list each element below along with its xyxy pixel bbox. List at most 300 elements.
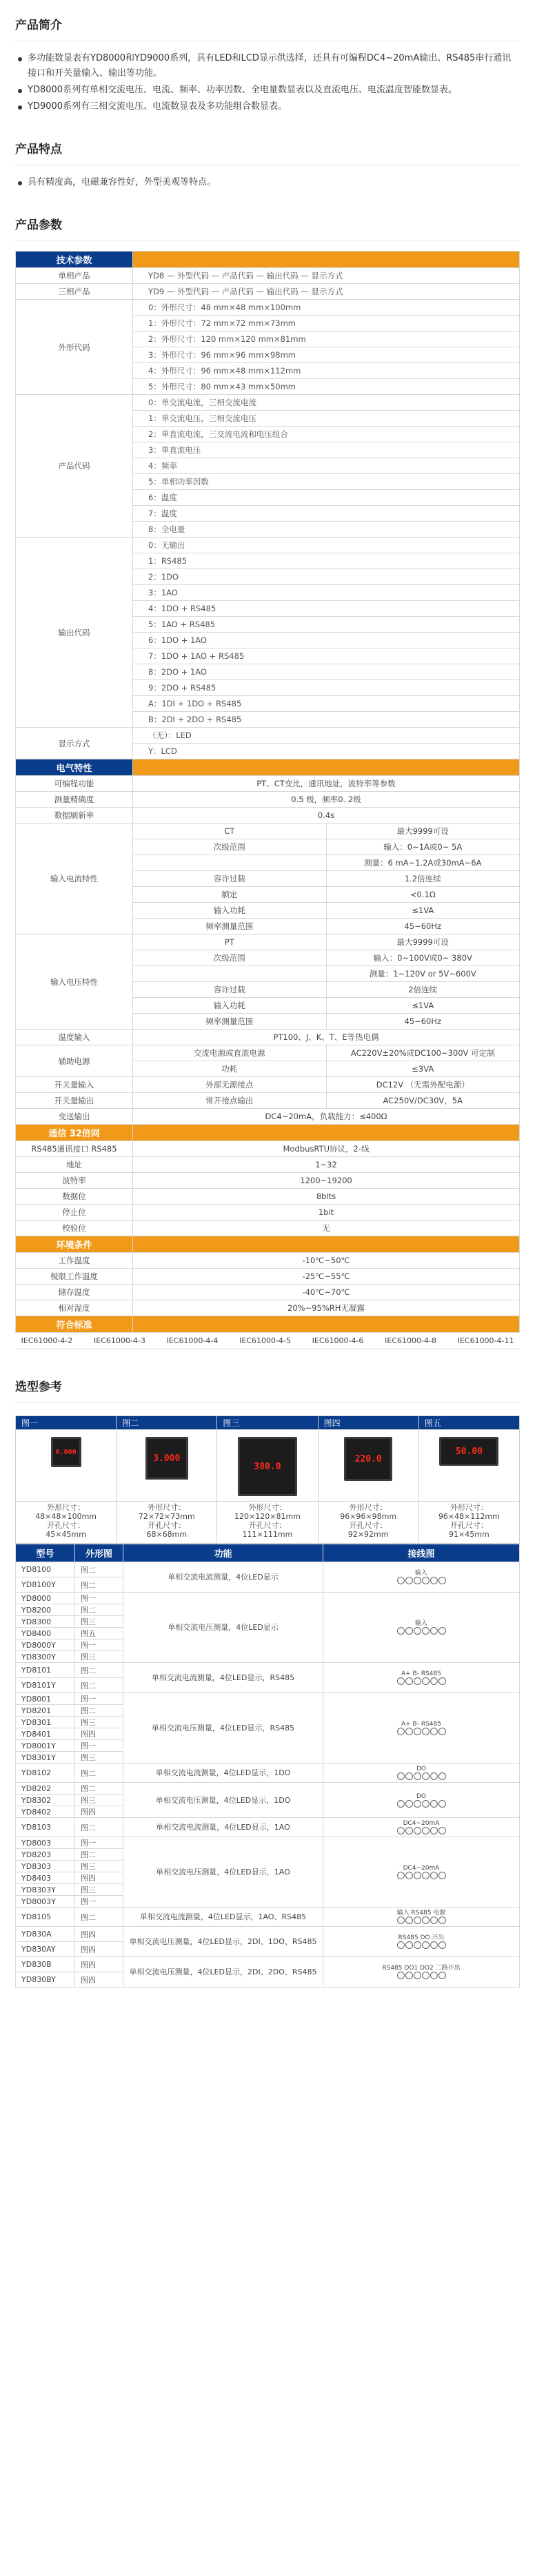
wiring-diagram [326, 1932, 516, 1951]
terminal-icon [397, 1800, 405, 1808]
meter-readout: 220.0 [354, 1453, 382, 1464]
meter-image [145, 1437, 188, 1480]
spec-row [16, 1269, 520, 1285]
function-cell: 单相交流电压测量，4位LED显示，2DI、2DO、RS485 [123, 1957, 323, 1987]
spec-label: 输入电流特性 [16, 824, 133, 934]
model-cell: YD8001 [16, 1693, 75, 1705]
terminal-icon [438, 1872, 446, 1879]
spec-row [16, 1189, 520, 1205]
selection-row [16, 1663, 520, 1678]
function-cell: 单相交流电压测量，4位LED显示 [123, 1593, 323, 1663]
comm-group [16, 1141, 520, 1236]
spec-label: 输出代码 [16, 538, 133, 728]
spec-row [16, 1220, 520, 1236]
spec-sub: 频率测量范围 [133, 1014, 327, 1030]
caption-line: 111×111mm [242, 1530, 293, 1539]
display-mode-group [16, 728, 520, 759]
spec-label: 开关量输入 [16, 1077, 133, 1093]
spec-label: 开关量输出 [16, 1093, 133, 1109]
spec-row [16, 1109, 520, 1125]
spec-value: 测量：6 mA~1.2A或30mA~6A [326, 855, 520, 871]
intro-section [15, 0, 520, 114]
model-cell: YD8300Y [16, 1651, 75, 1663]
terminal-icon [438, 1916, 446, 1924]
caption-line: 68×68mm [146, 1530, 188, 1539]
terminal-icon [397, 1677, 405, 1685]
figure-image [16, 1430, 117, 1502]
selection-row [16, 1837, 520, 1849]
wiring-cell [323, 1908, 520, 1927]
terminal-icon [414, 1827, 421, 1834]
terminal-icon [422, 1916, 430, 1924]
spec-label: 辅助电源 [16, 1045, 133, 1077]
wiring-cell [323, 1837, 520, 1908]
spec-option: B：2DI + 2DO + RS485 [133, 712, 520, 728]
wiring-label: DO [416, 1766, 426, 1772]
spec-value: 45~60Hz [326, 919, 520, 934]
wiring-label: 输入 RS485 电源 [396, 1910, 446, 1916]
spec-value: 1bit [133, 1205, 520, 1220]
spec-option: 4：频率 [133, 458, 520, 474]
terminal-icon [405, 1972, 413, 1979]
spec-value: PT100、J、K、T、E等热电偶 [133, 1030, 520, 1045]
spec-value: 0.4s [133, 808, 520, 824]
spec-value: 8bits [133, 1189, 520, 1205]
figure-cell: 图二 [75, 1764, 123, 1783]
wiring-diagram [326, 1963, 516, 1981]
figure-label: 图五 [418, 1416, 519, 1430]
caption-line: 开孔尺寸： [47, 1521, 85, 1530]
model-cell: YD830A [16, 1927, 75, 1942]
terminal-strip [397, 1827, 446, 1834]
env-header: 环境条件 [16, 1236, 133, 1253]
meter-image [344, 1437, 392, 1481]
terminal-icon [414, 1772, 421, 1780]
selection-row [16, 1908, 520, 1927]
tech-header-row [16, 252, 520, 268]
figure-cell: 图三 [75, 1616, 123, 1628]
spec-value: -10℃~50℃ [133, 1253, 520, 1269]
meter-readout: 3.000 [153, 1453, 181, 1464]
figure-cell: 图三 [75, 1651, 123, 1663]
caption-line: 120×120×81mm [234, 1512, 301, 1521]
terminal-icon [422, 1627, 430, 1635]
spec-label: 显示方式 [16, 728, 133, 759]
terminal-icon [405, 1577, 413, 1584]
model-cell: YD8102 [16, 1764, 75, 1783]
terminal-icon [422, 1800, 430, 1808]
selection-title: 选型参考 [15, 1362, 520, 1403]
spec-option: Y：LCD [133, 744, 520, 759]
spec-label: 产品代码 [16, 395, 133, 538]
terminal-icon [438, 1627, 446, 1635]
env-header-fill [133, 1236, 520, 1253]
comm-header-fill [133, 1125, 520, 1141]
figure-caption [16, 1502, 117, 1544]
spec-option: A：1DI + 1DO + RS485 [133, 696, 520, 712]
figure-image [418, 1430, 519, 1502]
figure-cell: 图二 [75, 1663, 123, 1678]
wiring-diagram [326, 1764, 516, 1782]
figure-cell: 图四 [75, 1942, 123, 1957]
selection-header: 接线图 [323, 1544, 520, 1562]
selection-row [16, 1818, 520, 1837]
wiring-label: DC4~20mA [403, 1820, 440, 1827]
spec-value: 最大9999可设 [326, 934, 520, 950]
figure-caption [318, 1502, 418, 1544]
spec-label: 校验位 [16, 1220, 133, 1236]
env-header-row [16, 1236, 520, 1253]
selection-header: 型号 [16, 1544, 75, 1562]
spec-option: 4：外形尺寸：96 mm×48 mm×112mm [133, 363, 520, 379]
function-cell: 单相交流电压测量，4位LED显示，RS485 [123, 1693, 323, 1764]
elec-basic-group [16, 776, 520, 824]
spec-sub: 交流电源或直流电源 [133, 1045, 327, 1061]
figure-cell: 图二 [75, 1705, 123, 1717]
spec-label: 数据位 [16, 1189, 133, 1205]
terminal-icon [397, 1972, 405, 1979]
figure-label: 图一 [16, 1416, 117, 1430]
spec-value: 1.2倍连续 [326, 871, 520, 887]
shape-code-group [16, 300, 520, 395]
wiring-label: RS485 DO1 DO2 二路开出 [382, 1965, 461, 1972]
spec-value: 45~60Hz [326, 1014, 520, 1030]
spec-row [16, 268, 520, 284]
meter-image [439, 1437, 498, 1466]
terminal-icon [397, 1772, 405, 1780]
terminal-icon [397, 1728, 405, 1735]
terminal-icon [405, 1800, 413, 1808]
model-cell: YD8001Y [16, 1740, 75, 1752]
spec-option: 5：外形尺寸：80 mm×43 mm×50mm [133, 379, 520, 395]
spec-option: 9：2DO + RS485 [133, 680, 520, 696]
spec-option: 7：1DO + 1AO + RS485 [133, 648, 520, 664]
env-group [16, 1253, 520, 1316]
standard-item: IEC61000-4-5 [239, 1336, 291, 1345]
terminal-strip [397, 1972, 446, 1979]
terminal-icon [405, 1772, 413, 1780]
terminal-strip [397, 1627, 446, 1635]
terminal-strip [397, 1728, 446, 1735]
spec-row [16, 1253, 520, 1269]
spec-sub: 外部无源接点 [133, 1077, 327, 1093]
figure-cell: 图四 [75, 1872, 123, 1884]
figure-caption [117, 1502, 217, 1544]
terminal-icon [414, 1800, 421, 1808]
model-cell: YD8100Y [16, 1577, 75, 1593]
caption-line: 96×96×98mm [340, 1512, 397, 1521]
figure-cell: 图二 [75, 1908, 123, 1927]
terminal-icon [414, 1872, 421, 1879]
spec-option: （无）：LED [133, 728, 520, 744]
function-cell: 单相交流电流测量，4位LED显示 [123, 1562, 323, 1593]
terminal-icon [430, 1941, 438, 1949]
spec-value: -40℃~70℃ [133, 1285, 520, 1300]
terminal-icon [430, 1577, 438, 1584]
figure-label: 图四 [318, 1416, 418, 1430]
model-cell: YD8202 [16, 1783, 75, 1795]
spec-value: ≤1VA [326, 903, 520, 919]
terminal-icon [405, 1728, 413, 1735]
figure-image-row [16, 1430, 520, 1502]
features-title: 产品特点 [15, 124, 520, 165]
figure-label: 图三 [217, 1416, 318, 1430]
figure-cell: 图二 [75, 1678, 123, 1693]
figure-cell: 图二 [75, 1783, 123, 1795]
wiring-cell [323, 1562, 520, 1593]
std-header: 符合标准 [16, 1316, 133, 1333]
figure-cell: 图三 [75, 1717, 123, 1728]
wiring-label: RS485 DO 开出 [398, 1934, 445, 1941]
terminal-icon [430, 1827, 438, 1834]
spec-value: YD9 — 外型代码 — 产品代码 — 输出代码 — 显示方式 [133, 284, 520, 300]
spec-label: 可编程功能 [16, 776, 133, 792]
spec-row [16, 1205, 520, 1220]
intro-item: YD8000系列有单相交流电压、电流、频率、功率因数、全电量数显表以及直流电压、电流温度智能数显表。 [15, 83, 520, 98]
model-cell: YD8400 [16, 1628, 75, 1639]
figure-cell: 图二 [75, 1818, 123, 1837]
model-cell: YD8300 [16, 1616, 75, 1628]
spec-label: 单相产品 [16, 268, 133, 284]
meter-readout: 0.000 [55, 1448, 77, 1456]
figure-cell: 图四 [75, 1728, 123, 1740]
model-cell: YD830BY [16, 1972, 75, 1987]
figure-cell: 图四 [75, 1972, 123, 1987]
terminal-strip [397, 1677, 446, 1685]
terminal-icon [430, 1728, 438, 1735]
selection-section [15, 1362, 520, 1987]
terminal-icon [430, 1916, 438, 1924]
function-cell: 单相交流电压测量，4位LED显示，2DI、1DO、RS485 [123, 1927, 323, 1957]
params-title: 产品参数 [15, 200, 520, 241]
model-cell: YD8105 [16, 1908, 75, 1927]
selection-table [15, 1544, 520, 1987]
spec-value: PT、CT变比，通讯地址，波特率等参数 [133, 776, 520, 792]
spec-sub: 容许过载 [133, 982, 327, 998]
spec-label: 数据刷新率 [16, 808, 133, 824]
model-cell: YD8203 [16, 1849, 75, 1861]
terminal-icon [414, 1941, 421, 1949]
meter-image [238, 1437, 297, 1496]
figure-caption-row [16, 1502, 520, 1544]
model-cell: YD8401 [16, 1728, 75, 1740]
selection-row [16, 1957, 520, 1972]
figure-cell: 图二 [75, 1604, 123, 1616]
terminal-icon [414, 1916, 421, 1924]
model-cell: YD8101Y [16, 1678, 75, 1693]
spec-option: 3：单直流电压 [133, 442, 520, 458]
figure-cell: 图二 [75, 1577, 123, 1593]
comm-header-row [16, 1125, 520, 1141]
selection-row [16, 1927, 520, 1942]
spec-sub [133, 855, 327, 871]
spec-sub: 输入功耗 [133, 998, 327, 1014]
spec-row [16, 1045, 520, 1061]
figure-cell: 图三 [75, 1752, 123, 1764]
spec-table [15, 251, 520, 1349]
model-cell: YD8301Y [16, 1752, 75, 1764]
meter-image [51, 1437, 81, 1467]
terminal-icon [438, 1772, 446, 1780]
spec-row [16, 1173, 520, 1189]
caption-line: 96×48×112mm [438, 1512, 500, 1521]
terminal-icon [430, 1772, 438, 1780]
terminal-icon [405, 1872, 413, 1879]
spec-option: 0：单交流电流，三相交流电流 [133, 395, 520, 411]
figure-cell: 图五 [75, 1628, 123, 1639]
caption-line: 开孔尺寸： [248, 1521, 287, 1530]
spec-option: 8：2DO + 1AO [133, 664, 520, 680]
caption-line: 45×45mm [46, 1530, 86, 1539]
wiring-diagram [326, 1719, 516, 1737]
spec-option: 3：外形尺寸：96 mm×96 mm×98mm [133, 347, 520, 363]
selection-body [16, 1562, 520, 1987]
selection-row [16, 1764, 520, 1783]
terminal-icon [438, 1827, 446, 1834]
model-cell: YD8103 [16, 1818, 75, 1837]
spec-sub: 容许过载 [133, 871, 327, 887]
spec-value: AC250V/DC30V，5A [326, 1093, 520, 1109]
spec-value: YD8 — 外型代码 — 产品代码 — 输出代码 — 显示方式 [133, 268, 520, 284]
terminal-icon [405, 1627, 413, 1635]
spec-sub: 输入功耗 [133, 903, 327, 919]
spec-value: 2倍连续 [326, 982, 520, 998]
intro-item: YD9000系列有三相交流电压、电流数显表及多功能组合数显表。 [15, 99, 520, 114]
tech-header: 技术参数 [16, 252, 133, 268]
caption-line: 外形尺寸： [47, 1503, 85, 1512]
terminal-icon [405, 1916, 413, 1924]
standard-item: IEC61000-4-4 [166, 1336, 219, 1345]
figure-image [318, 1430, 418, 1502]
aux-power-group [16, 1045, 520, 1077]
spec-label: 温度输入 [16, 1030, 133, 1045]
spec-label: 测量精确度 [16, 792, 133, 808]
terminal-icon [405, 1677, 413, 1685]
selection-header: 功能 [123, 1544, 323, 1562]
figure-caption [418, 1502, 519, 1544]
spec-value: 无 [133, 1220, 520, 1236]
spec-row [16, 776, 520, 792]
terminal-icon [397, 1627, 405, 1635]
wiring-label: 输入 [414, 1570, 427, 1577]
terminal-icon [430, 1872, 438, 1879]
figure-cell: 图一 [75, 1837, 123, 1849]
spec-label: 相对湿度 [16, 1300, 133, 1316]
figure-cell: 图一 [75, 1693, 123, 1705]
spec-row [16, 1030, 520, 1045]
model-cell: YD8101 [16, 1663, 75, 1678]
terminal-icon [422, 1772, 430, 1780]
spec-row [16, 792, 520, 808]
spec-value: -25℃~55℃ [133, 1269, 520, 1285]
model-cell: YD8303Y [16, 1884, 75, 1896]
tech-header-fill [133, 252, 520, 268]
function-cell: 单相交流电压测量，4位LED显示，1AO [123, 1837, 323, 1908]
terminal-icon [422, 1728, 430, 1735]
figure-cell: 图四 [75, 1927, 123, 1942]
spec-row [16, 395, 520, 411]
spec-value: AC220V±20%或DC100~300V 可定制 [326, 1045, 520, 1061]
wiring-label: A+ B- RS485 [401, 1721, 441, 1728]
model-cell: YD8003Y [16, 1896, 75, 1908]
wiring-label: DC4~20mA [403, 1865, 440, 1872]
model-cell: YD8003 [16, 1837, 75, 1849]
spec-option: 2：外形尺寸：120 mm×120 mm×81mm [133, 331, 520, 347]
standards-row [16, 1333, 520, 1349]
wiring-diagram [326, 1568, 516, 1586]
spec-row [16, 1093, 520, 1109]
figure-cell: 图一 [75, 1639, 123, 1651]
spec-value: ≤1VA [326, 998, 520, 1014]
spec-row [16, 934, 520, 950]
spec-sub: 功耗 [133, 1061, 327, 1077]
caption-line: 92×92mm [347, 1530, 389, 1539]
wiring-diagram [326, 1618, 516, 1637]
function-cell: 单相交流电流测量，4位LED显示，1AO、RS485 [123, 1908, 323, 1927]
spec-option: 6：温度 [133, 490, 520, 506]
wiring-cell [323, 1927, 520, 1957]
features-section [15, 124, 520, 190]
spec-value: <0.1Ω [326, 887, 520, 903]
std-header-row [16, 1316, 520, 1333]
spec-label: 输入电压特性 [16, 934, 133, 1030]
terminal-icon [414, 1627, 421, 1635]
terminal-strip [397, 1916, 446, 1924]
model-cell: YD8000 [16, 1593, 75, 1604]
standard-item: IEC61000-4-8 [385, 1336, 436, 1345]
figure-cell: 图一 [75, 1740, 123, 1752]
model-cell: YD8000Y [16, 1639, 75, 1651]
selection-row [16, 1562, 520, 1577]
voltage-group [16, 934, 520, 1030]
spec-value: 0.5 级，频率0. 2级 [133, 792, 520, 808]
function-cell: 单相交流电流测量，4位LED显示，1AO [123, 1818, 323, 1837]
model-cell: YD8402 [16, 1806, 75, 1818]
spec-sub: 额定 [133, 887, 327, 903]
caption-line: 外形尺寸： [248, 1503, 287, 1512]
terminal-strip [397, 1772, 446, 1780]
intro-list [15, 51, 520, 114]
spec-option: 8：全电量 [133, 522, 520, 538]
wiring-cell [323, 1693, 520, 1764]
spec-option: 1：外形尺寸：72 mm×72 mm×73mm [133, 316, 520, 331]
terminal-icon [430, 1972, 438, 1979]
current-group [16, 824, 520, 934]
terminal-strip [397, 1941, 446, 1949]
figure-cell: 图一 [75, 1593, 123, 1604]
spec-row [16, 1300, 520, 1316]
spec-row [16, 1141, 520, 1157]
wiring-diagram [326, 1908, 516, 1926]
caption-line: 72×72×73mm [138, 1512, 195, 1521]
spec-option: 2：单直流电流，三交流电流和电压组合 [133, 427, 520, 442]
model-cell: YD8303 [16, 1861, 75, 1872]
terminal-icon [438, 1677, 446, 1685]
terminal-icon [430, 1677, 438, 1685]
figure-image [117, 1430, 217, 1502]
spec-row [16, 824, 520, 839]
selection-row [16, 1693, 520, 1705]
spec-option: 4：1DO + RS485 [133, 601, 520, 617]
wiring-diagram [326, 1668, 516, 1687]
figure-cell: 图三 [75, 1861, 123, 1872]
figure-table [15, 1415, 520, 1544]
caption-line: 48×48×100mm [35, 1512, 97, 1521]
function-cell: 单相交流电流测量，4位LED显示，RS485 [123, 1663, 323, 1693]
spec-label: 工作温度 [16, 1253, 133, 1269]
spec-option: 5：单相功率因数 [133, 474, 520, 490]
spec-label: 三相产品 [16, 284, 133, 300]
